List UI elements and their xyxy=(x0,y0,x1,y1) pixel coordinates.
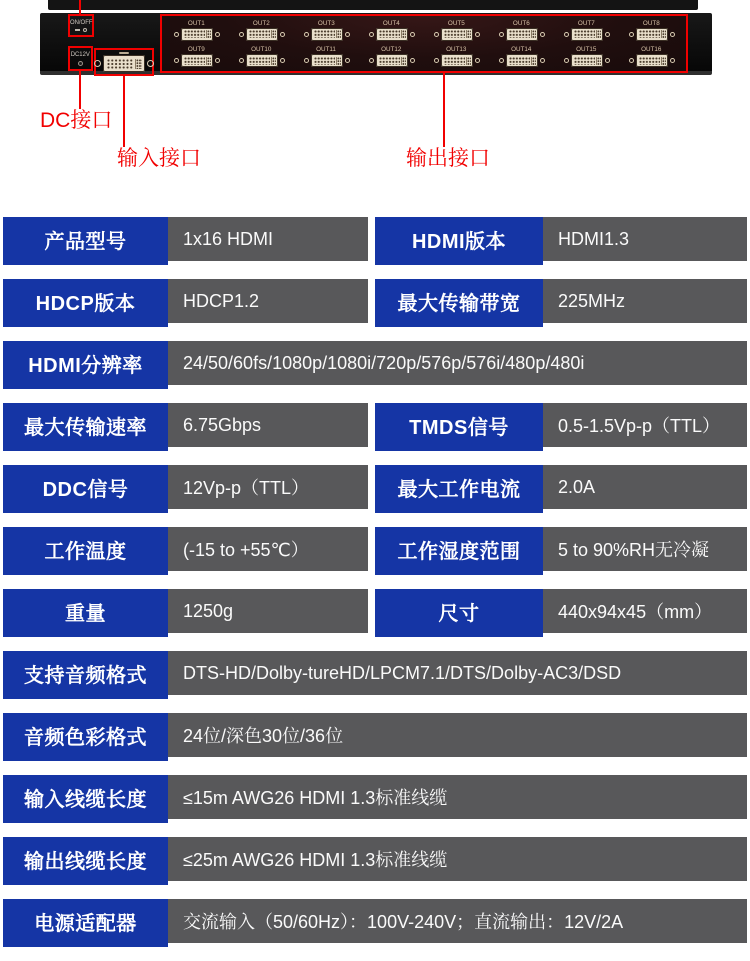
output-port-label: OUT14 xyxy=(511,46,532,53)
spec-row xyxy=(3,837,747,881)
spec-value: 1250g xyxy=(168,589,368,633)
spec-value: 2.0A xyxy=(543,465,747,509)
output-port-label: OUT3 xyxy=(318,20,335,27)
upper-device-edge xyxy=(48,0,698,10)
spec-row xyxy=(3,527,747,571)
dvi-connector-icon xyxy=(239,54,285,67)
spec-row xyxy=(3,713,747,757)
spec-value: (-15 to +55℃） xyxy=(168,527,368,571)
spec-value: 交流输入（50/60Hz）：100V-240V；直流输出：12V/2A xyxy=(168,899,747,943)
dvi-connector-icon xyxy=(434,28,480,41)
output-port-label: OUT1 xyxy=(188,20,205,27)
spec-label: DDC信号 xyxy=(3,465,168,513)
spec-label: 电源适配器 xyxy=(3,899,168,947)
dvi-connector-icon xyxy=(304,28,350,41)
spec-row xyxy=(3,775,747,819)
output-port xyxy=(229,44,294,71)
spec-label: 输出线缆长度 xyxy=(3,837,168,885)
dvi-connector-icon xyxy=(629,28,675,41)
output-port xyxy=(619,17,684,44)
callout-line-output xyxy=(443,73,445,147)
spec-value: HDCP1.2 xyxy=(168,279,368,323)
output-port-label: OUT5 xyxy=(448,20,465,27)
spec-row xyxy=(3,217,747,261)
dc-jack-icon xyxy=(78,61,83,66)
output-port xyxy=(294,17,359,44)
spec-value: 225MHz xyxy=(543,279,747,323)
dvi-connector-icon xyxy=(499,54,545,67)
input-port-mark xyxy=(119,52,129,54)
spec-label: 工作温度 xyxy=(3,527,168,575)
power-switch-label: ON/OFF xyxy=(69,19,93,26)
spec-label: 最大传输速率 xyxy=(3,403,168,451)
dvi-input-connector-icon xyxy=(94,55,154,72)
dvi-connector-icon xyxy=(564,54,610,67)
spec-value: 12Vp-p（TTL） xyxy=(168,465,368,509)
input-port-highlight xyxy=(94,48,154,76)
spec-label: 输入线缆长度 xyxy=(3,775,168,823)
dvi-connector-icon xyxy=(434,54,480,67)
spec-value: 440x94x45（mm） xyxy=(543,589,747,633)
spec-label: HDMI版本 xyxy=(375,217,543,265)
spec-label: 音频色彩格式 xyxy=(3,713,168,761)
output-port-label: OUT16 xyxy=(641,46,662,53)
dvi-connector-icon xyxy=(369,28,415,41)
annotation-output-port: 输出接口 xyxy=(406,147,490,170)
spec-value: 24/50/60fs/1080p/1080i/720p/576p/576i/480p/480i xyxy=(168,341,747,385)
spec-row xyxy=(3,403,747,447)
dvi-connector-icon xyxy=(499,28,545,41)
spec-value: HDMI1.3 xyxy=(543,217,747,261)
output-port xyxy=(619,44,684,71)
dvi-connector-icon xyxy=(239,28,285,41)
spec-label: 重量 xyxy=(3,589,168,637)
output-port-label: OUT9 xyxy=(188,46,205,53)
spec-row xyxy=(3,899,747,943)
spec-row xyxy=(3,279,747,323)
callout-line-dc xyxy=(79,71,81,109)
spec-value: DTS-HD/Dolby-tureHD/LPCM7.1/DTS/Dolby-AC3/DSD xyxy=(168,651,747,695)
spec-value: ≤15m AWG26 HDMI 1.3标准线缆 xyxy=(168,775,747,819)
dvi-connector-icon xyxy=(174,54,220,67)
output-port-label: OUT6 xyxy=(513,20,530,27)
dvi-connector-icon xyxy=(304,54,350,67)
spec-value: 24位/深色30位/36位 xyxy=(168,713,747,757)
output-port-label: OUT13 xyxy=(446,46,467,53)
output-port-label: OUT7 xyxy=(578,20,595,27)
spec-label: 最大传输带宽 xyxy=(375,279,543,327)
output-port-label: OUT2 xyxy=(253,20,270,27)
output-port xyxy=(424,44,489,71)
dc-port-highlight xyxy=(68,46,93,71)
spec-value: 6.75Gbps xyxy=(168,403,368,447)
output-port xyxy=(489,17,554,44)
dvi-connector-icon xyxy=(629,54,675,67)
output-port-label: OUT11 xyxy=(316,46,337,53)
spec-label: 尺寸 xyxy=(375,589,543,637)
output-port xyxy=(554,44,619,71)
output-port xyxy=(229,17,294,44)
spec-value: 1x16 HDMI xyxy=(168,217,368,261)
spec-label: HDMI分辨率 xyxy=(3,341,168,389)
dvi-connector-icon xyxy=(174,28,220,41)
spec-row xyxy=(3,651,747,695)
callout-line-input xyxy=(123,76,125,147)
output-port-label: OUT15 xyxy=(576,46,597,53)
dvi-connector-icon xyxy=(564,28,610,41)
output-port xyxy=(359,44,424,71)
spec-label: HDCP版本 xyxy=(3,279,168,327)
output-port-label: OUT12 xyxy=(381,46,402,53)
spec-value: 0.5-1.5Vp-p（TTL） xyxy=(543,403,747,447)
spec-value: ≤25m AWG26 HDMI 1.3标准线缆 xyxy=(168,837,747,881)
power-switch-icon xyxy=(75,28,87,32)
output-port xyxy=(424,17,489,44)
output-port xyxy=(164,44,229,71)
power-switch-highlight xyxy=(68,14,94,37)
output-port-label: OUT8 xyxy=(643,20,660,27)
spec-label: 最大工作电流 xyxy=(375,465,543,513)
device-photo xyxy=(0,0,750,217)
output-ports xyxy=(160,14,688,73)
spec-label: 支持音频格式 xyxy=(3,651,168,699)
annotation-input-port: 输入接口 xyxy=(117,147,201,170)
output-port xyxy=(359,17,424,44)
spec-label: 工作湿度范围 xyxy=(375,527,543,575)
output-port xyxy=(554,17,619,44)
spec-row xyxy=(3,341,747,385)
output-port xyxy=(489,44,554,71)
output-port-label: OUT4 xyxy=(383,20,400,27)
spec-row xyxy=(3,589,747,633)
spec-label: 产品型号 xyxy=(3,217,168,265)
output-port xyxy=(164,17,229,44)
callout-line-power xyxy=(79,0,81,14)
annotation-dc-port: DC接口 xyxy=(40,109,113,132)
spec-row xyxy=(3,465,747,509)
dc-port-label: DC12V xyxy=(70,51,91,58)
output-port xyxy=(294,44,359,71)
spec-table xyxy=(0,217,750,961)
spec-label: TMDS信号 xyxy=(375,403,543,451)
spec-value: 5 to 90%RH无冷凝 xyxy=(543,527,747,571)
output-port-label: OUT10 xyxy=(251,46,272,53)
dvi-connector-icon xyxy=(369,54,415,67)
